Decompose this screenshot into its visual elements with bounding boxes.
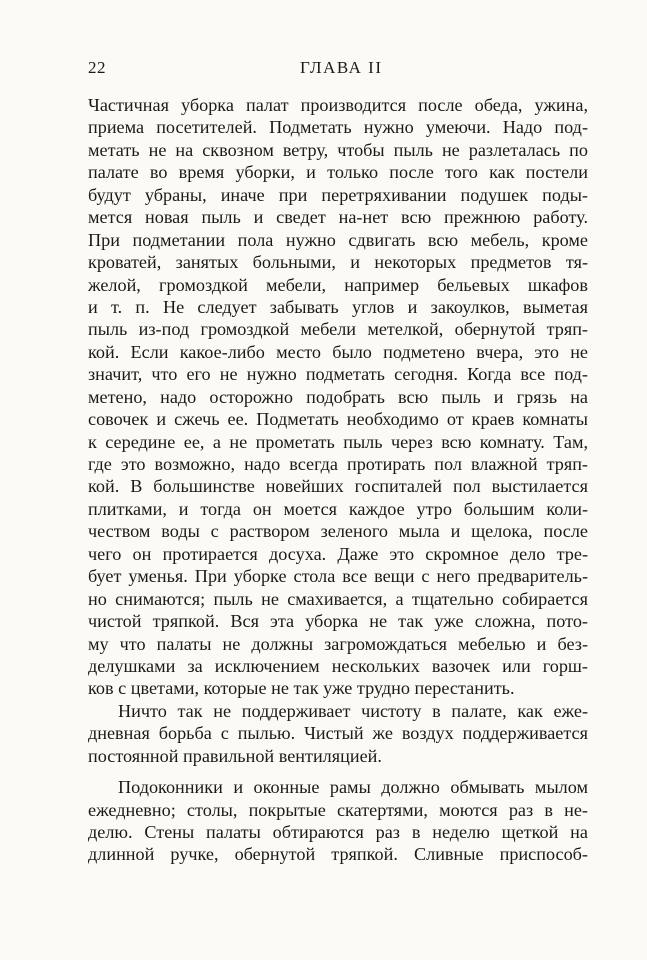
text-line: значит, что его не нужно подметать сегодня. Когда все под- xyxy=(88,364,588,385)
text-line: чего он протирается досуха. Даже это скромное дело тре- xyxy=(88,543,588,564)
text-line: мется новая пыль и сведет на-нет всю прежнюю работу. xyxy=(88,207,588,228)
text-line: палате во время уборки, и только после того как постели xyxy=(88,162,588,183)
text-line: желой, громоздкой мебели, например бельевых шкафов xyxy=(88,274,588,295)
text-line: ков с цветами, которые не так уже трудно перестанить. xyxy=(88,678,515,699)
text-line: метено, надо осторожно подобрать всю пыль и грязь на xyxy=(88,386,588,407)
text-line: бует уменья. При уборке стола все вещи с него предваритель- xyxy=(88,566,588,587)
text-line: к середине ее, а не прометать пыль через всю комнату. Там, xyxy=(88,431,588,452)
text-line: При подметании пола нужно сдвигать всю мебель, кроме xyxy=(88,229,588,250)
chapter-title: ГЛАВА II xyxy=(300,58,383,77)
text-line: чистой тряпкой. Вся эта уборка не так уже сложна, пото- xyxy=(88,611,588,632)
text-line: где это возможно, надо всегда протирать пол влажной тряп- xyxy=(88,454,588,474)
text-line: Подоконники и оконные рамы должно обмывать мылом xyxy=(118,777,588,798)
page-number: 22 xyxy=(88,58,106,77)
text-line: будут убраны, иначе при перетряхивании подушек поды- xyxy=(88,184,588,205)
text-line: постоянной правильной вентиляцией. xyxy=(88,745,382,766)
text-line: му что палаты не должны загромождаться мебелью и без- xyxy=(88,633,588,654)
text-line: делушками за исключением нескольких вазочек или горш- xyxy=(88,655,588,676)
text-line: ежедневно; столы, покрытые скатертями, моются раз в не- xyxy=(88,799,588,820)
text-line: кой. В большинстве новейших госпиталей пол выстилается xyxy=(88,476,588,497)
text-line: дневная борьба с пылью. Чистый же воздух поддерживается xyxy=(88,723,588,744)
text-line: делю. Стены палаты обтираются раз в неделю щеткой на xyxy=(88,822,588,842)
text-line: кроватей, занятых больными, и некоторых предметов тя- xyxy=(88,252,588,273)
text-line: пыль из-под громоздкой мебели метелкой, обернутой тряп- xyxy=(88,319,588,340)
text-line: чеством воды с раствором зеленого мыла и щелока, после xyxy=(88,521,588,542)
paragraph-3 xyxy=(88,776,588,866)
text-line: плитками, и тогда он моется каждое утро большим коли- xyxy=(88,498,588,519)
paragraph-1 xyxy=(88,94,588,700)
running-head xyxy=(88,58,592,80)
text-line: и т. п. Не следует забывать углов и закоулков, выметая xyxy=(88,296,588,317)
text-line: приема посетителей. Подметать нужно умеючи. Надо под- xyxy=(88,117,588,138)
text-line: кой. Если какое-либо место было подметено вчера, это не xyxy=(88,341,588,362)
body-text xyxy=(88,94,588,866)
text-line: Частичная уборка палат производится после обеда, ужина, xyxy=(88,95,588,115)
text-line: длинной ручке, обернутой тряпкой. Сливные приспособ- xyxy=(88,844,588,865)
text-line: но снимаются; пыль не смахивается, а тщательно собирается xyxy=(88,588,588,609)
text-line: совочек и сжечь ее. Подметать необходимо от краев комнаты xyxy=(88,409,588,430)
text-line: Ничто так не поддерживает чистоту в палате, как еже- xyxy=(118,700,588,721)
paragraph-2 xyxy=(88,700,588,767)
text-line: метать не на сквозном ветру, чтобы пыль не разлеталась по xyxy=(88,139,588,160)
paragraph-gap xyxy=(88,767,588,776)
